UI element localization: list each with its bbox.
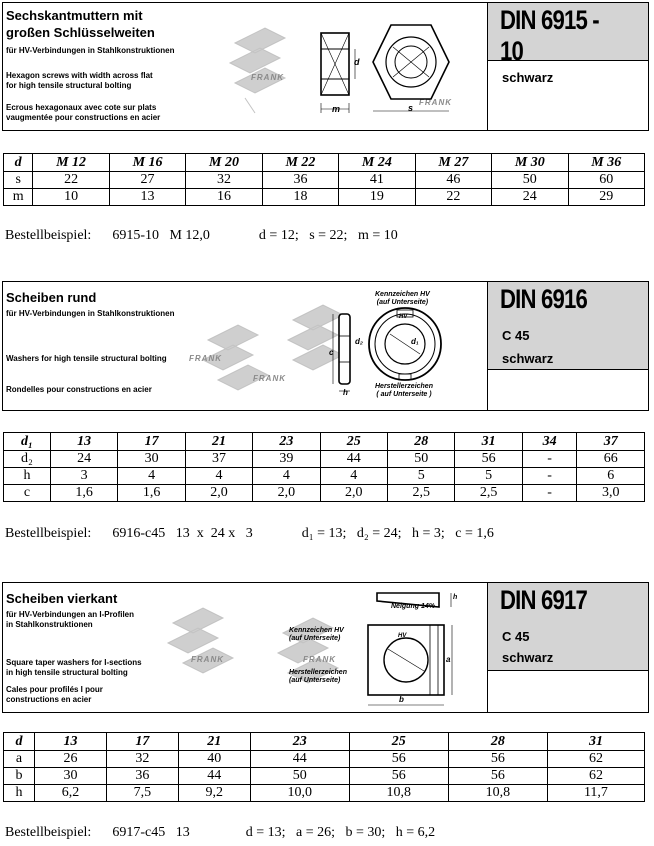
table-cell: 62 bbox=[547, 768, 644, 785]
table-cell: 7,5 bbox=[106, 785, 178, 802]
table-row bbox=[4, 189, 645, 206]
section-din-6915 bbox=[0, 0, 654, 250]
table-cell: 4 bbox=[118, 468, 185, 485]
table-cell: 4 bbox=[185, 468, 252, 485]
watermark-text-2: FRANK bbox=[253, 374, 286, 383]
table-row-label: a bbox=[4, 751, 35, 768]
din-number: DIN 6915 - 10 bbox=[500, 5, 599, 66]
dim-label-m: m bbox=[332, 104, 341, 114]
table-header-cell: M 22 bbox=[262, 154, 338, 172]
marking-hv-label bbox=[375, 291, 430, 307]
table-header-cell: 17 bbox=[118, 433, 185, 451]
table-row bbox=[4, 468, 645, 485]
table-row bbox=[4, 172, 645, 189]
table-header-cell: 34 bbox=[522, 433, 577, 451]
table-cell: 6 bbox=[577, 468, 645, 485]
table-row-label: m bbox=[4, 189, 33, 206]
din-number: DIN 6916 bbox=[500, 284, 587, 314]
table-cell: 32 bbox=[186, 172, 262, 189]
table-cell: 24 bbox=[492, 189, 568, 206]
table-cell: 56 bbox=[448, 751, 547, 768]
table-cell: 22 bbox=[33, 172, 109, 189]
table-cell: 56 bbox=[349, 768, 448, 785]
table-cell: - bbox=[522, 485, 577, 502]
maker-mark-line2: (auf Unterseite) bbox=[289, 677, 341, 684]
table-cell: 10,0 bbox=[250, 785, 349, 802]
marking-hv-line1: Kennzeichen HV bbox=[375, 291, 430, 298]
frank-logo-watermark bbox=[225, 23, 295, 118]
table-header-cell: M 12 bbox=[33, 154, 109, 172]
dim-label-b: b bbox=[399, 695, 404, 704]
table-cell: 60 bbox=[568, 172, 644, 189]
dim-label-s: s bbox=[408, 103, 414, 113]
subtitle-de-line1: für HV-Verbindungen an I-Profilen bbox=[6, 610, 135, 619]
order-example: Bestellbeispiel: 6917-c45 13 d = 13; a = 26; b = 30; h = 6,2 bbox=[5, 825, 436, 840]
table-cell: 37 bbox=[185, 451, 252, 468]
dimension-table bbox=[3, 432, 645, 502]
table-cell: 19 bbox=[339, 189, 415, 206]
table-header-cell: 23 bbox=[253, 433, 320, 451]
table-cell: 56 bbox=[349, 751, 448, 768]
din-box bbox=[488, 282, 648, 370]
table-cell: 30 bbox=[35, 768, 107, 785]
table-row bbox=[4, 768, 645, 785]
table-header-cell: 31 bbox=[455, 433, 522, 451]
table-header-cell: M 30 bbox=[492, 154, 568, 172]
table-header-cell: d₁ bbox=[4, 433, 51, 451]
table-row-label: h bbox=[4, 468, 51, 485]
table-row bbox=[4, 451, 645, 468]
title-de-line1: Sechskantmuttern mit bbox=[6, 8, 143, 23]
din-box bbox=[488, 3, 648, 66]
table-cell: 27 bbox=[109, 172, 185, 189]
table-cell: 30 bbox=[118, 451, 185, 468]
text-fr: Rondelles pour constructions en acier bbox=[6, 385, 152, 394]
table-cell: 24 bbox=[50, 451, 117, 468]
table-header-cell: M 16 bbox=[109, 154, 185, 172]
table-cell: - bbox=[522, 468, 577, 485]
text-fr-line2: vaugmentée pour constructions en acier bbox=[6, 113, 161, 122]
text-en-line2: for high tensile structural bolting bbox=[6, 81, 132, 90]
header-box bbox=[2, 281, 649, 411]
table-row bbox=[4, 751, 645, 768]
table-header-cell: 31 bbox=[547, 733, 644, 751]
table-cell: 3,0 bbox=[577, 485, 645, 502]
table-cell: 50 bbox=[492, 172, 568, 189]
din-box bbox=[488, 583, 648, 671]
dim-label-a: a bbox=[446, 655, 451, 664]
text-fr-line2: constructions en acier bbox=[6, 695, 92, 704]
table-cell: 29 bbox=[568, 189, 644, 206]
table-cell: 56 bbox=[448, 768, 547, 785]
taper-washer-front-drawing bbox=[358, 621, 458, 711]
table-cell: 11,7 bbox=[547, 785, 644, 802]
table-cell: 66 bbox=[577, 451, 645, 468]
table-cell: 10 bbox=[33, 189, 109, 206]
din-panel bbox=[488, 583, 648, 712]
maker-mark-line1: Herstellerzeichen bbox=[289, 669, 347, 676]
dimension-table bbox=[3, 732, 645, 802]
dim-label-d2: d₂ bbox=[355, 337, 363, 346]
table-row-label: h bbox=[4, 785, 35, 802]
dim-label-c: c bbox=[329, 348, 334, 357]
table-header-cell: 21 bbox=[178, 733, 250, 751]
hex-nut-top-drawing bbox=[371, 17, 451, 117]
table-cell: 2,5 bbox=[388, 485, 455, 502]
watermark-text-2: FRANK bbox=[419, 98, 452, 107]
table-header-cell: M 24 bbox=[339, 154, 415, 172]
table-cell: 40 bbox=[178, 751, 250, 768]
table-cell: - bbox=[522, 451, 577, 468]
din-number: DIN 6917 bbox=[500, 585, 587, 615]
table-cell: 5 bbox=[388, 468, 455, 485]
table-header-cell: 37 bbox=[577, 433, 645, 451]
table-cell: 4 bbox=[320, 468, 387, 485]
dim-label-h: h bbox=[453, 594, 458, 601]
section-din-6917 bbox=[0, 582, 654, 846]
table-cell: 56 bbox=[455, 451, 522, 468]
text-en-line1: Hexagon screws with width across flat bbox=[6, 71, 153, 80]
table-cell: 41 bbox=[339, 172, 415, 189]
table-header-cell: M 36 bbox=[568, 154, 644, 172]
table-header-cell: 23 bbox=[250, 733, 349, 751]
watermark-text: FRANK bbox=[251, 73, 284, 82]
slope-label: Neigung 14% bbox=[391, 603, 435, 610]
table-cell: 22 bbox=[415, 189, 491, 206]
maker-mark-line1: Herstellerzeichen bbox=[375, 383, 433, 390]
material-label: C 45 bbox=[502, 328, 530, 343]
table-header-cell: 25 bbox=[320, 433, 387, 451]
table-header-cell: d bbox=[4, 154, 33, 172]
table-cell: 1,6 bbox=[50, 485, 117, 502]
table-cell: 3 bbox=[50, 468, 117, 485]
table-cell: 50 bbox=[388, 451, 455, 468]
table-cell: 39 bbox=[253, 451, 320, 468]
finish-label: schwarz bbox=[502, 70, 554, 85]
table-row bbox=[4, 485, 645, 502]
table-cell: 10,8 bbox=[448, 785, 547, 802]
table-cell: 50 bbox=[250, 768, 349, 785]
table-cell: 36 bbox=[262, 172, 338, 189]
table-row-label: c bbox=[4, 485, 51, 502]
frank-logo-watermark bbox=[163, 593, 353, 703]
table-header-cell: 13 bbox=[35, 733, 107, 751]
table-header-cell: 17 bbox=[106, 733, 178, 751]
table-cell: 32 bbox=[106, 751, 178, 768]
header-description bbox=[3, 583, 488, 712]
subtitle-de: für HV-Verbindungen in Stahlkonstruktionen bbox=[6, 309, 175, 318]
table-cell: 16 bbox=[186, 189, 262, 206]
hv-mark: HV bbox=[398, 633, 407, 639]
table-cell: 1,6 bbox=[118, 485, 185, 502]
header-description bbox=[3, 3, 488, 130]
text-fr-line1: Ecrous hexagonaux avec cote sur plats bbox=[6, 103, 157, 112]
table-row-label: s bbox=[4, 172, 33, 189]
header-description bbox=[3, 282, 488, 410]
table-header-cell: 25 bbox=[349, 733, 448, 751]
watermark-text: FRANK bbox=[189, 354, 222, 363]
table-cell: 44 bbox=[178, 768, 250, 785]
table-cell: 2,0 bbox=[185, 485, 252, 502]
dim-label-h: h bbox=[343, 388, 348, 397]
table-row-label: d₂ bbox=[4, 451, 51, 468]
header-box bbox=[2, 2, 649, 131]
subtitle-de-line2: in Stahlkonstruktionen bbox=[6, 620, 93, 629]
din-panel bbox=[488, 3, 648, 130]
text-en-line1: Square taper washers for I-sections bbox=[6, 658, 142, 667]
watermark-text: FRANK bbox=[191, 655, 224, 664]
table-header-cell: 21 bbox=[185, 433, 252, 451]
dim-label-d: d bbox=[354, 57, 360, 67]
title-de-line2: großen Schlüsselweiten bbox=[6, 25, 155, 40]
text-fr-line1: Cales pour profilés I pour bbox=[6, 685, 103, 694]
dimension-table bbox=[3, 153, 645, 206]
table-cell: 2,0 bbox=[253, 485, 320, 502]
finish-label: schwarz bbox=[502, 351, 554, 366]
text-en: Washers for high tensile structural bolting bbox=[6, 354, 167, 363]
table-row-label: b bbox=[4, 768, 35, 785]
watermark-text-2: FRANK bbox=[303, 655, 336, 664]
marking-hv-line1: Kennzeichen HV bbox=[289, 627, 344, 634]
dim-label-d1: d₁ bbox=[411, 337, 419, 346]
maker-mark-label bbox=[375, 383, 433, 399]
marking-hv-label bbox=[289, 627, 344, 643]
din-panel bbox=[488, 282, 648, 410]
table-cell: 2,5 bbox=[455, 485, 522, 502]
table-header-row bbox=[4, 154, 645, 172]
table-cell: 44 bbox=[250, 751, 349, 768]
round-washer-side-drawing bbox=[321, 306, 361, 401]
marking-hv-line2: (auf Unterseite) bbox=[289, 635, 341, 642]
maker-mark-line2: ( auf Unterseite ) bbox=[376, 391, 432, 398]
table-header-cell: M 20 bbox=[186, 154, 262, 172]
table-header-cell: 28 bbox=[448, 733, 547, 751]
table-cell: 36 bbox=[106, 768, 178, 785]
table-cell: 5 bbox=[455, 468, 522, 485]
table-cell: 44 bbox=[320, 451, 387, 468]
table-header-cell: 28 bbox=[388, 433, 455, 451]
material-label: C 45 bbox=[502, 629, 530, 644]
marking-hv-line2: (auf Unterseite) bbox=[376, 299, 429, 306]
table-cell: 2,0 bbox=[320, 485, 387, 502]
table-cell: 26 bbox=[35, 751, 107, 768]
title-de: Scheiben rund bbox=[6, 290, 97, 305]
order-example: Bestellbeispiel: 6916-c45 13 x 24 x 3 d₁ = 13; d₂ = 24; h = 3; c = 1,6 bbox=[5, 526, 494, 541]
table-cell: 62 bbox=[547, 751, 644, 768]
text-en-line2: in high tensile structural bolting bbox=[6, 668, 128, 677]
table-header-row bbox=[4, 433, 645, 451]
table-cell: 46 bbox=[415, 172, 491, 189]
table-cell: 4 bbox=[253, 468, 320, 485]
table-row bbox=[4, 785, 645, 802]
title-de: Scheiben vierkant bbox=[6, 591, 118, 606]
finish-label: schwarz bbox=[502, 650, 554, 665]
section-din-6916 bbox=[0, 281, 654, 551]
table-cell: 6,2 bbox=[35, 785, 107, 802]
hv-mark: HV bbox=[399, 314, 408, 320]
table-cell: 9,2 bbox=[178, 785, 250, 802]
subtitle-de: für HV-Verbindungen in Stahlkonstruktionen bbox=[6, 46, 175, 55]
maker-mark-label bbox=[289, 669, 347, 685]
table-cell: 18 bbox=[262, 189, 338, 206]
table-cell: 10,8 bbox=[349, 785, 448, 802]
header-box bbox=[2, 582, 649, 713]
table-header-cell: 13 bbox=[50, 433, 117, 451]
table-header-cell: M 27 bbox=[415, 154, 491, 172]
table-header-cell: d bbox=[4, 733, 35, 751]
table-header-row bbox=[4, 733, 645, 751]
order-example: Bestellbeispiel: 6915-10 M 12,0 d = 12; s = 22; m = 10 bbox=[5, 228, 398, 243]
table-cell: 13 bbox=[109, 189, 185, 206]
